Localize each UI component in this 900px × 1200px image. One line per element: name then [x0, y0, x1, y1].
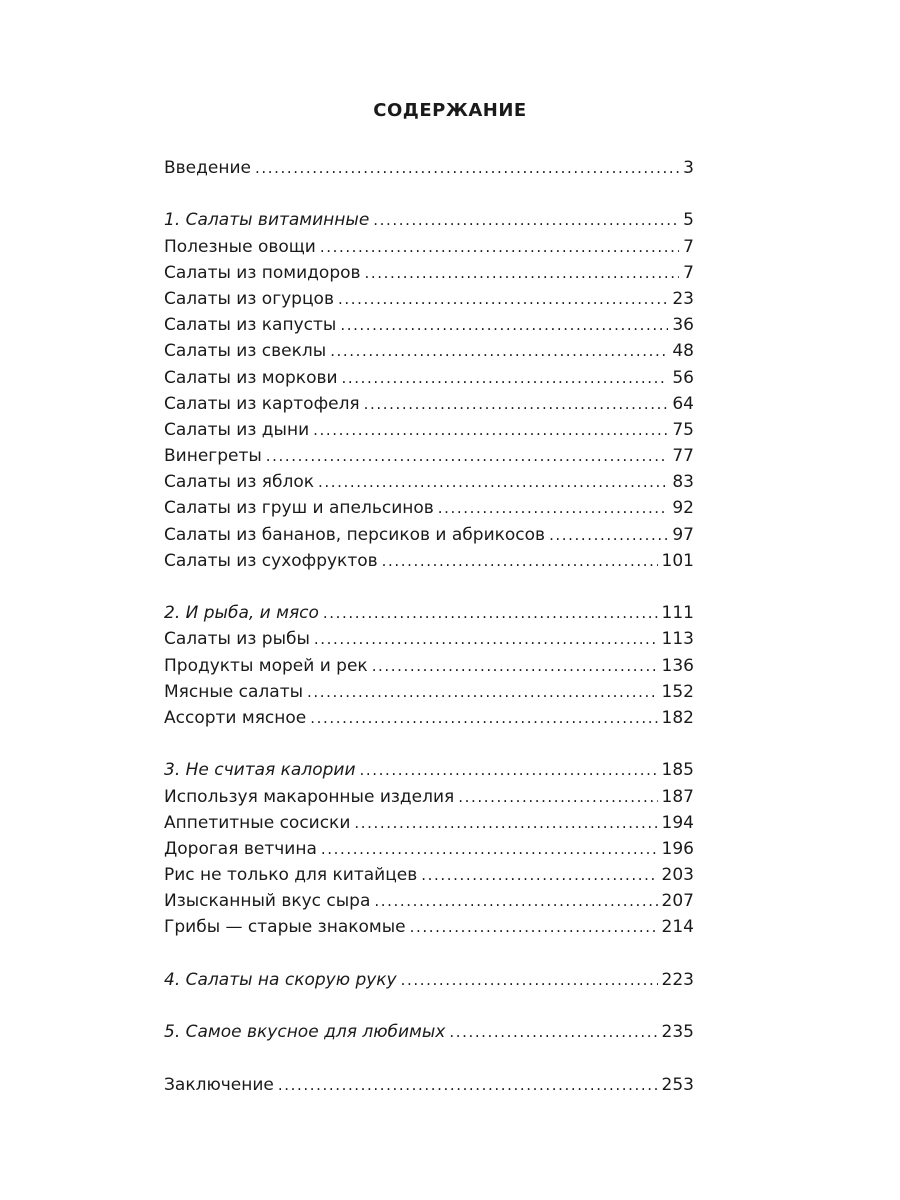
toc-chapter-1 [164, 207, 694, 233]
dot-leader [449, 1019, 657, 1045]
toc-entry-page: 214 [661, 917, 694, 938]
toc-entry-label: 1. Салаты витаминные [164, 210, 370, 231]
toc-entry [164, 679, 694, 705]
toc-entry-page: 203 [661, 865, 694, 886]
toc-entry [164, 836, 694, 862]
toc-entry-page: 111 [661, 603, 694, 624]
toc-entry-page: 187 [661, 786, 694, 807]
dot-leader [342, 365, 669, 391]
dot-leader [372, 653, 658, 679]
toc-entry-label: Салаты из огурцов [164, 288, 334, 309]
dot-leader [330, 338, 668, 364]
toc-entry-introduction [164, 155, 694, 181]
toc-entry [164, 495, 694, 521]
toc-entry [164, 784, 694, 810]
dot-leader [320, 234, 679, 260]
dot-leader [438, 495, 669, 521]
toc-entry-page: 97 [672, 524, 694, 545]
toc-entry [164, 365, 694, 391]
dot-leader [410, 914, 658, 940]
dot-leader [307, 679, 658, 705]
toc-entry-page: 182 [661, 707, 694, 728]
toc-entry-label: Винегреты [164, 446, 262, 467]
toc-entry-label: 2. И рыба, и мясо [164, 603, 319, 624]
toc-entry-page: 83 [672, 472, 694, 493]
toc-entry-page: 185 [661, 760, 694, 781]
toc-entry-label: Грибы — старые знакомые [164, 917, 406, 938]
toc-entry-label: Изысканный вкус сыра [164, 891, 371, 912]
toc-entry-page: 23 [672, 288, 694, 309]
toc-entry [164, 626, 694, 652]
dot-leader [310, 705, 657, 731]
toc-entry-page: 64 [672, 393, 694, 414]
toc-entry-label: Введение [164, 158, 251, 178]
toc-entry-label: Салаты из яблок [164, 472, 315, 493]
toc-entry [164, 653, 694, 679]
toc-entry-page: 56 [672, 367, 694, 388]
toc-entry-conclusion [164, 1072, 694, 1098]
toc-entry [164, 810, 694, 836]
toc-entry-page: 48 [672, 341, 694, 362]
toc-entry-label: Полезные овощи [164, 236, 316, 257]
toc-entry-label: Салаты из капусты [164, 315, 337, 336]
toc-entry-label: 4. Салаты на скорую руку [164, 969, 397, 990]
toc-entry-label: Аппетитные сосиски [164, 812, 351, 833]
toc-entry-label: Салаты из картофеля [164, 393, 360, 414]
dot-leader [374, 888, 657, 914]
toc-entry-page: 5 [683, 210, 694, 231]
toc-entry [164, 234, 694, 260]
page-title: СОДЕРЖАНИЕ [373, 100, 527, 121]
dot-leader [314, 626, 658, 652]
toc-entry-page: 7 [683, 262, 694, 283]
dot-leader [382, 548, 658, 574]
toc-entry-label: 5. Самое вкусное для любимых [164, 1022, 446, 1043]
toc-entry-page: 113 [661, 629, 694, 650]
toc-entry-page: 92 [672, 498, 694, 519]
toc-chapter-5 [164, 1019, 694, 1045]
toc-entry-label: Салаты из груш и апельсинов [164, 498, 434, 519]
toc-entry-label: Дорогая ветчина [164, 838, 317, 859]
dot-leader [401, 967, 658, 993]
toc-entry [164, 705, 694, 731]
toc-entry-page: 207 [661, 891, 694, 912]
dot-leader [365, 260, 680, 286]
toc-entry-label: Заключение [164, 1074, 274, 1095]
toc-entry-page: 101 [661, 550, 694, 571]
toc-entry-label: Салаты из помидоров [164, 262, 361, 283]
dot-leader [278, 1072, 658, 1098]
toc-entry [164, 548, 694, 574]
toc-entry [164, 391, 694, 417]
toc-entry-page: 194 [661, 812, 694, 833]
toc-entry-page: 136 [661, 655, 694, 676]
toc-entry-label: Салаты из свеклы [164, 341, 327, 362]
toc-entry [164, 914, 694, 940]
toc-entry-label: Салаты из моркови [164, 367, 338, 388]
toc-entry-page: 3 [683, 158, 694, 178]
dot-leader [313, 417, 668, 443]
dot-leader [364, 391, 669, 417]
toc-entry-label: Салаты из дыни [164, 419, 310, 440]
toc-chapter-2 [164, 600, 694, 626]
toc-entry [164, 260, 694, 286]
dot-leader [340, 312, 668, 338]
dot-leader [549, 522, 668, 548]
toc-entry [164, 312, 694, 338]
dot-leader [421, 862, 657, 888]
toc-entry [164, 338, 694, 364]
toc-entry-label: Ассорти мясное [164, 707, 307, 728]
toc-entry-page: 36 [672, 315, 694, 336]
toc-entry [164, 888, 694, 914]
toc-entry-page: 235 [661, 1022, 694, 1043]
toc-entry-page: 7 [683, 236, 694, 257]
dot-leader [354, 810, 657, 836]
dot-leader [360, 757, 658, 783]
toc-entry-label: Используя макаронные изделия [164, 786, 455, 807]
dot-leader [338, 286, 668, 312]
toc-entry-page: 152 [661, 681, 694, 702]
toc-entry-label: Рис не только для китайцев [164, 865, 418, 886]
toc-entry-page: 77 [672, 446, 694, 467]
toc-entry-label: Продукты морей и рек [164, 655, 368, 676]
dot-leader [321, 836, 658, 862]
dot-leader [373, 207, 679, 233]
toc-entry-label: Салаты из рыбы [164, 629, 310, 650]
toc-entry-label: Мясные салаты [164, 681, 304, 702]
toc-entry-page: 223 [661, 969, 694, 990]
toc-entry [164, 443, 694, 469]
toc-entry [164, 286, 694, 312]
toc-entry [164, 862, 694, 888]
toc-entry-label: Салаты из бананов, персиков и абрикосов [164, 524, 546, 545]
toc-entry-page: 75 [672, 419, 694, 440]
toc-chapter-4 [164, 967, 694, 993]
toc-entry-label: Салаты из сухофруктов [164, 550, 378, 571]
dot-leader [255, 155, 679, 181]
toc-entry [164, 522, 694, 548]
table-of-contents [164, 155, 694, 1098]
dot-leader [323, 600, 658, 626]
toc-entry [164, 469, 694, 495]
toc-entry-label: 3. Не считая калории [164, 760, 356, 781]
dot-leader [266, 443, 669, 469]
dot-leader [458, 784, 657, 810]
toc-entry-page: 196 [661, 838, 694, 859]
toc-entry-page: 253 [661, 1074, 694, 1095]
toc-entry [164, 417, 694, 443]
toc-chapter-3 [164, 757, 694, 783]
dot-leader [318, 469, 668, 495]
